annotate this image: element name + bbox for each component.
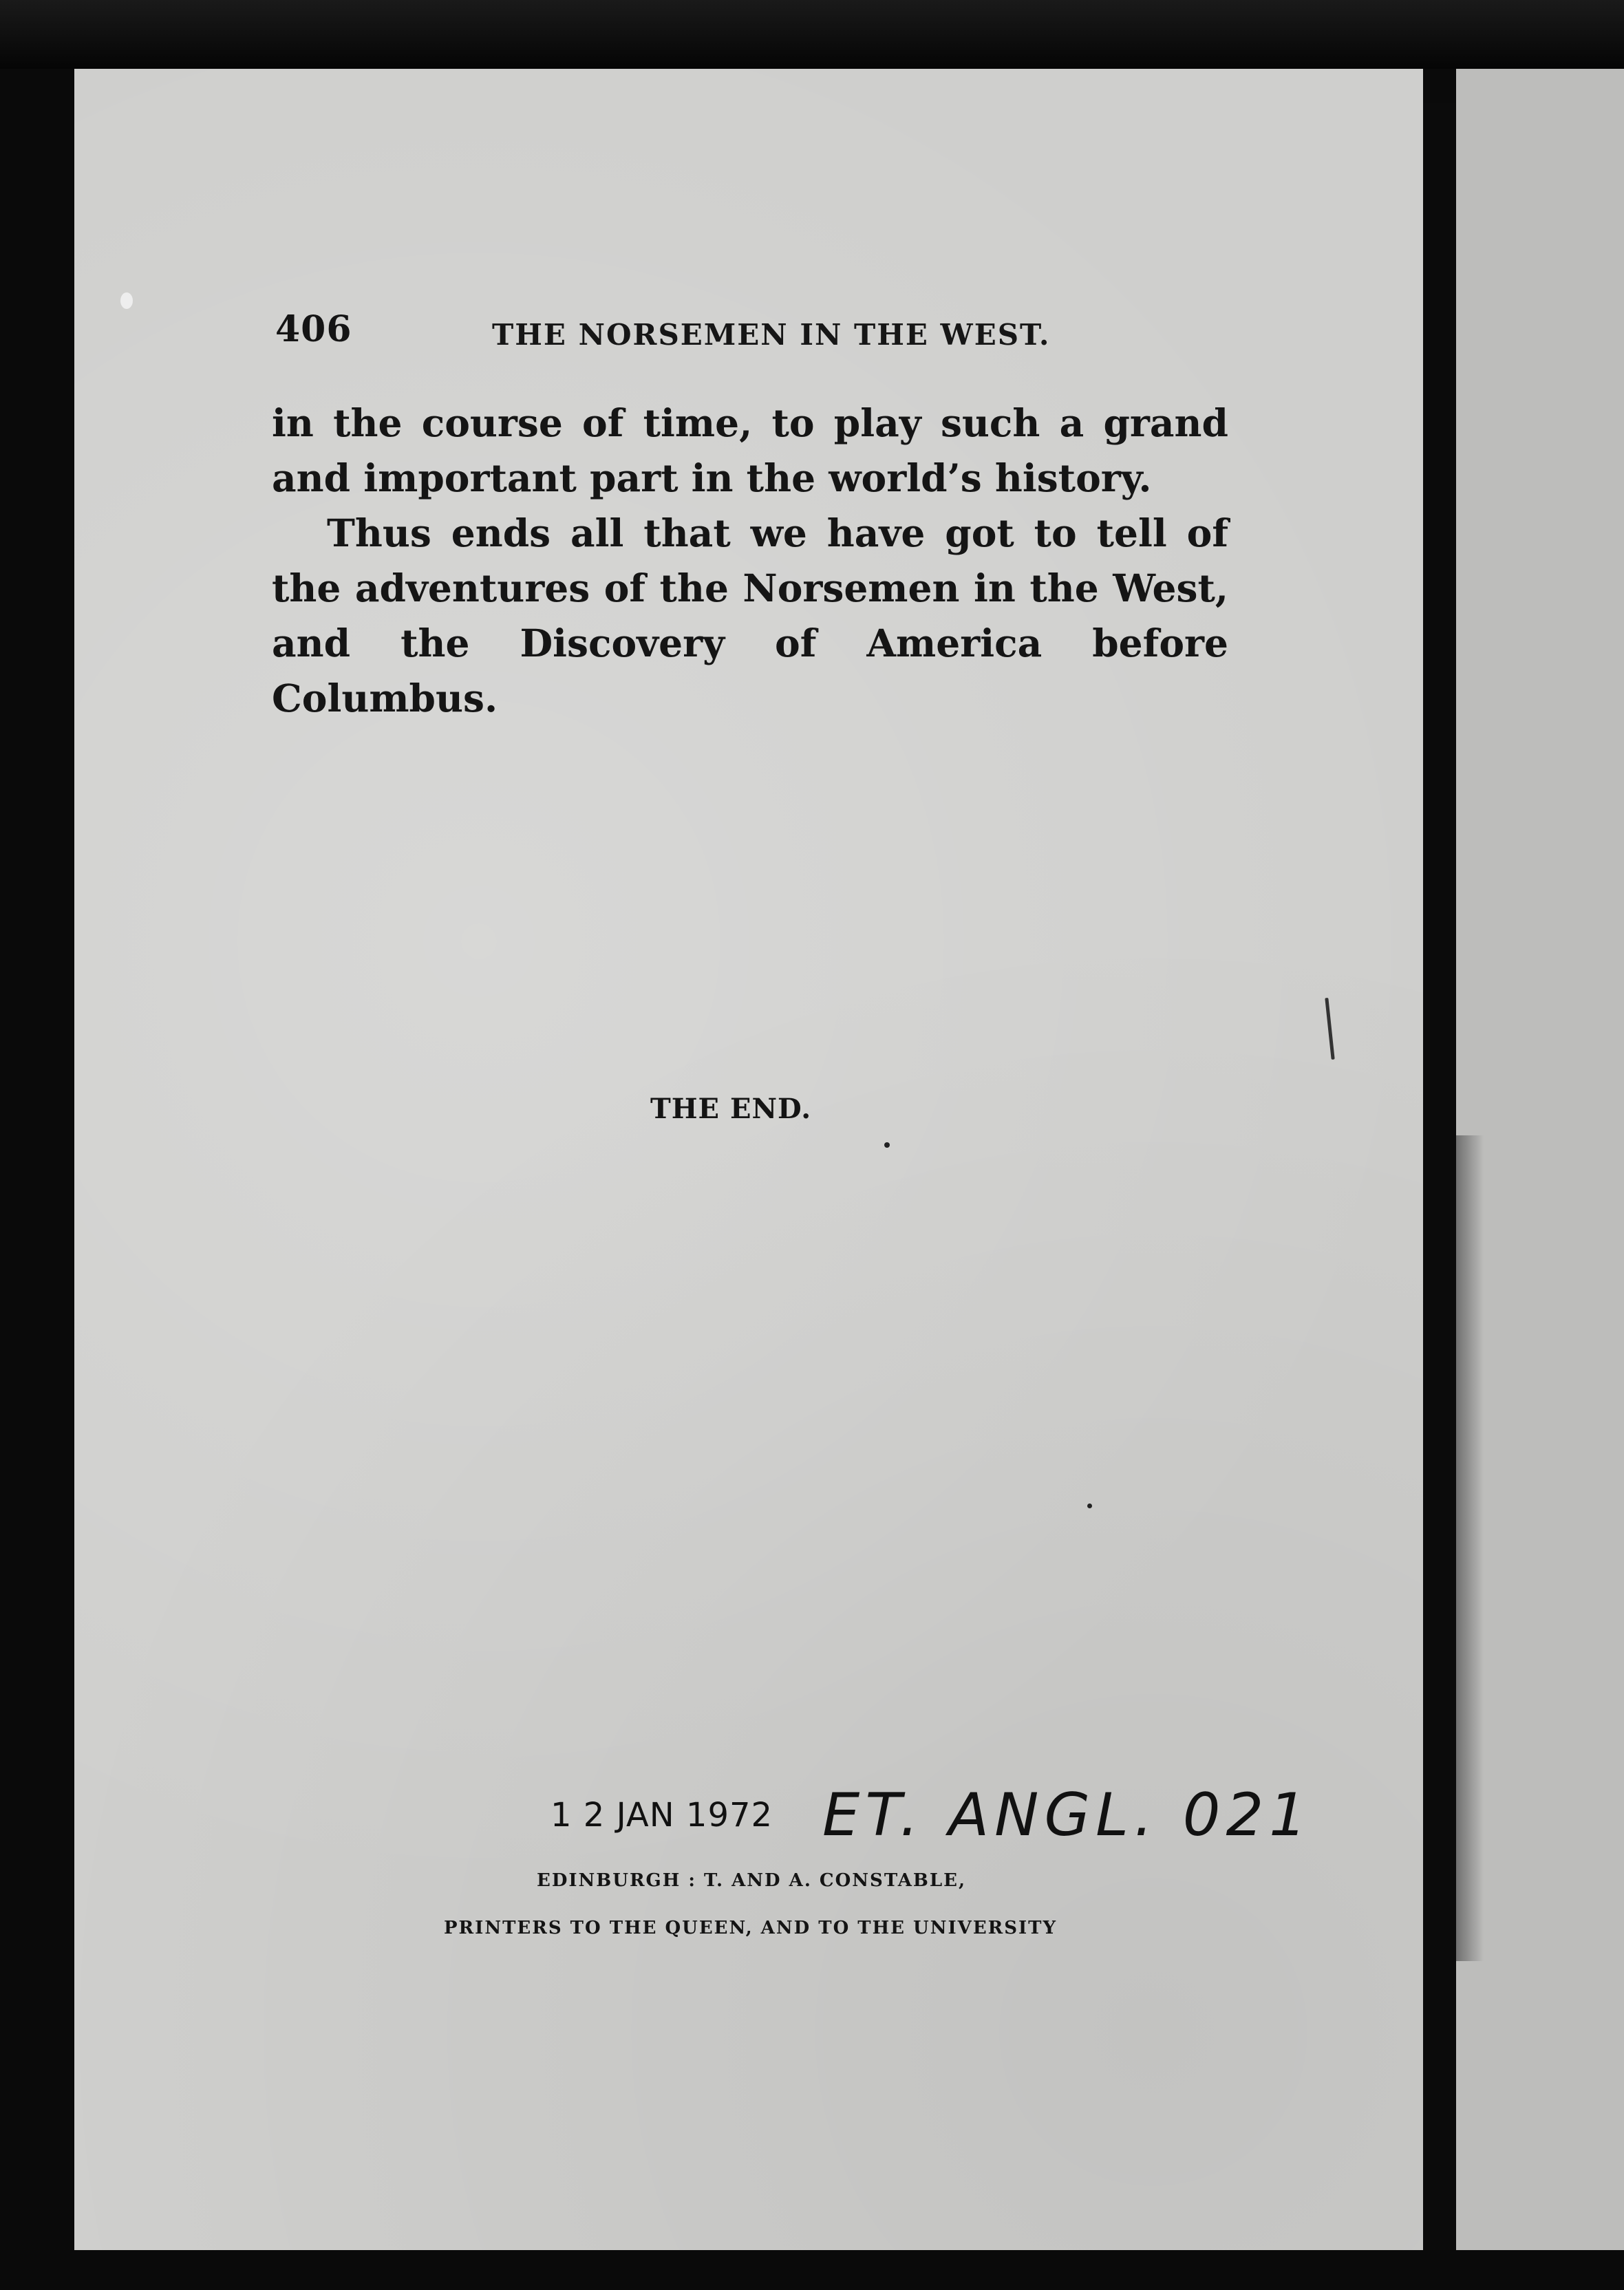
- page-number: 406: [275, 308, 352, 350]
- paper-speck: [884, 1142, 890, 1148]
- facing-page-shadow: [1456, 1135, 1484, 1961]
- paragraph-closing: Thus ends all that we have got to tell of the adventures of the Norsemen in the West, and the Discovery of America before Columbus.: [272, 511, 1228, 720]
- library-date-stamp: [551, 1796, 773, 1834]
- the-end-mark: THE END.: [650, 1093, 812, 1125]
- printer-imprint-line-1: EDINBURGH : T. AND A. CONSTABLE,: [537, 1870, 967, 1891]
- stamp-date: 1 2 JAN 1972: [551, 1796, 773, 1834]
- paper-speck: [1087, 1504, 1092, 1508]
- printer-imprint-line-2: PRINTERS TO THE QUEEN, AND TO THE UNIVERSITY: [444, 1918, 1058, 1938]
- body-text: [272, 396, 1228, 726]
- scan-top-edge: [0, 0, 1624, 69]
- paragraph-continuation: in the course of time, to play such a grand and important part in the world’s history.: [272, 400, 1228, 500]
- running-header-title: THE NORSEMEN IN THE WEST.: [492, 318, 1051, 352]
- book-gutter: [1423, 103, 1456, 2250]
- paper-speck: [120, 292, 133, 309]
- handwritten-shelfmark: ET. ANGL. 021: [822, 1781, 1312, 1850]
